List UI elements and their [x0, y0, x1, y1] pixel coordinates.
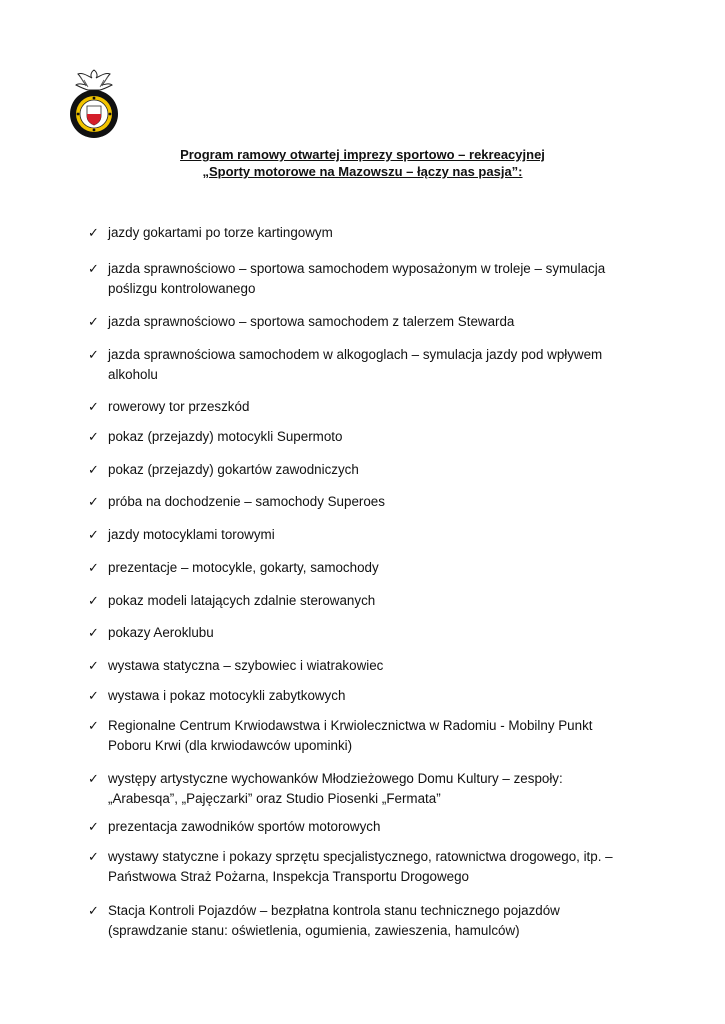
list-item	[88, 656, 648, 676]
list-item	[88, 397, 648, 417]
check-mark-icon: ✓	[88, 314, 99, 329]
list-item-text: jazda sprawnościowa samochodem w alkogoglach – symulacja jazdy pod wpływem alkoholu	[108, 347, 603, 382]
check-mark-icon: ✓	[88, 903, 99, 918]
list-item-text: wystawa i pokaz motocykli zabytkowych	[108, 688, 346, 703]
check-mark-icon: ✓	[88, 625, 99, 640]
list-item-text: rowerowy tor przeszkód	[108, 399, 250, 414]
title-line-1: Program ramowy otwartej imprezy sportowo – rekreacyjnej	[180, 147, 545, 162]
check-mark-icon: ✓	[88, 771, 99, 786]
check-mark-icon: ✓	[88, 347, 99, 362]
check-mark-icon: ✓	[88, 849, 99, 864]
check-mark-icon: ✓	[88, 429, 99, 444]
check-mark-icon: ✓	[88, 560, 99, 575]
list-item	[88, 312, 648, 332]
list-item	[88, 686, 648, 706]
list-item	[88, 460, 648, 480]
eagle-emblem-icon	[68, 68, 120, 140]
document-title	[0, 146, 725, 180]
list-item-text: wystawy statyczne i pokazy sprzętu specjalistycznego, ratownictwa drogowego, itp. – Państwowa Straż Pożarna, Inspekcja Transportu Drogowego	[108, 849, 613, 884]
check-mark-icon: ✓	[88, 658, 99, 673]
list-item	[88, 769, 648, 809]
list-item-text: Stacja Kontroli Pojazdów – bezpłatna kontrola stanu technicznego pojazdów (sprawdzanie stanu: oświetlenia, ogumienia, zawieszenia, hamulców)	[108, 903, 560, 938]
check-mark-icon: ✓	[88, 593, 99, 608]
check-mark-icon: ✓	[88, 399, 99, 414]
check-mark-icon: ✓	[88, 819, 99, 834]
list-item-text: pokaz modeli latających zdalnie sterowanych	[108, 593, 376, 608]
list-item	[88, 492, 648, 512]
list-item-text: jazdy motocyklami torowymi	[108, 527, 275, 542]
list-item	[88, 223, 648, 243]
list-item-text: Regionalne Centrum Krwiodawstwa i Krwiolecznictwa w Radomiu - Mobilny Punkt Poboru Krwi (dla krwiodawców upominki)	[108, 718, 593, 753]
list-item-text: prezentacja zawodników sportów motorowych	[108, 819, 381, 834]
list-item	[88, 525, 648, 545]
list-item-text: wystawa statyczna – szybowiec i wiatrakowiec	[108, 658, 384, 673]
check-mark-icon: ✓	[88, 261, 99, 276]
list-item	[88, 427, 648, 447]
check-mark-icon: ✓	[88, 527, 99, 542]
list-item-text: pokaz (przejazdy) motocykli Supermoto	[108, 429, 343, 444]
list-item	[88, 817, 648, 837]
list-item	[88, 716, 648, 756]
list-item-text: pokazy Aeroklubu	[108, 625, 214, 640]
check-mark-icon: ✓	[88, 462, 99, 477]
list-item-text: pokaz (przejazdy) gokartów zawodniczych	[108, 462, 359, 477]
list-item-text: próba na dochodzenie – samochody Superoes	[108, 494, 385, 509]
list-item	[88, 345, 648, 385]
list-item	[88, 847, 648, 887]
list-item	[88, 901, 648, 941]
list-item-text: prezentacje – motocykle, gokarty, samochody	[108, 560, 379, 575]
check-mark-icon: ✓	[88, 718, 99, 733]
list-item	[88, 591, 648, 611]
list-item-text: jazdy gokartami po torze kartingowym	[108, 225, 333, 240]
list-item-text: jazda sprawnościowo – sportowa samochodem wyposażonym w troleje – symulacja poślizgu kontrolowanego	[108, 261, 606, 296]
check-mark-icon: ✓	[88, 225, 99, 240]
title-line-2: „Sporty motorowe na Mazowszu – łączy nas pasja”:	[202, 164, 523, 179]
check-mark-icon: ✓	[88, 494, 99, 509]
list-item-text: jazda sprawnościowo – sportowa samochodem z talerzem Stewarda	[108, 314, 515, 329]
list-item	[88, 259, 648, 299]
list-item	[88, 558, 648, 578]
list-item-text: występy artystyczne wychowanków Młodzieżowego Domu Kultury – zespoły: „Arabesqa”, „Pajęczarki” oraz Studio Piosenki „Fermata”	[108, 771, 563, 806]
list-item	[88, 623, 648, 643]
check-mark-icon: ✓	[88, 688, 99, 703]
